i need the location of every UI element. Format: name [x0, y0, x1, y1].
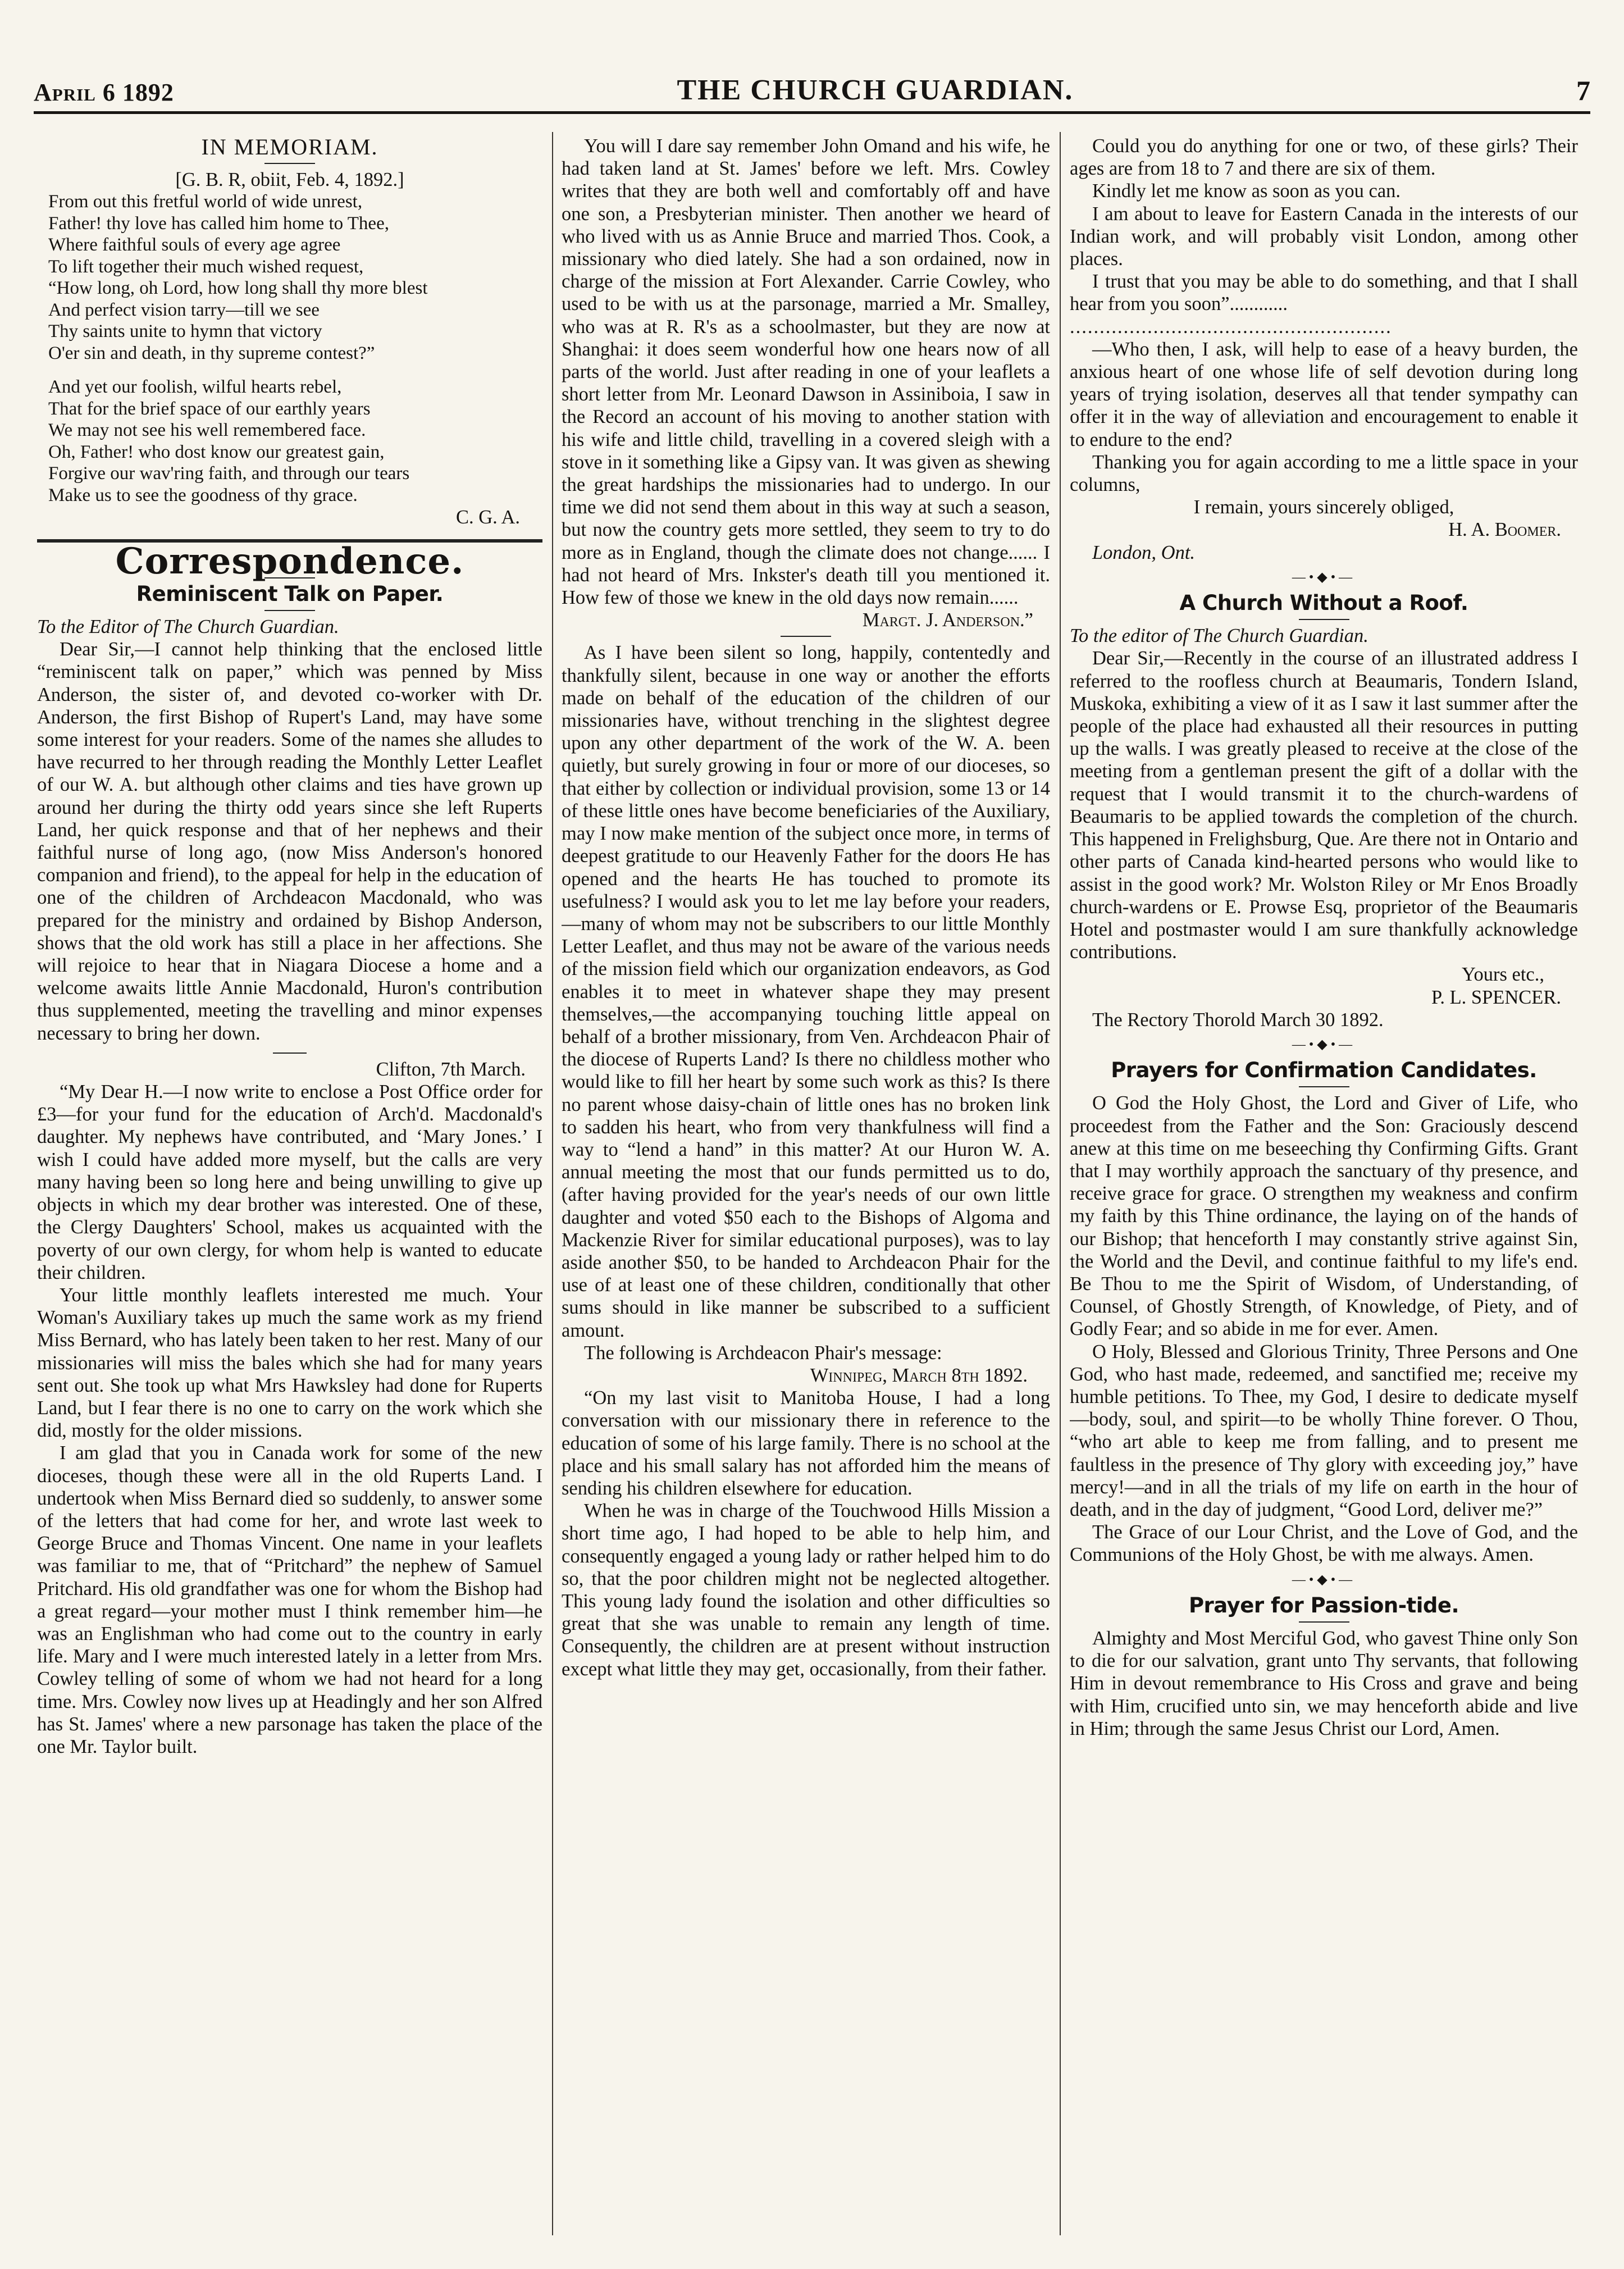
- poem-stanza-1: [48, 191, 542, 364]
- column-1: [37, 135, 542, 2235]
- divider: [264, 610, 315, 611]
- divider: [781, 636, 831, 637]
- masthead: [34, 67, 1590, 114]
- paragraph: Dear Sir,—I cannot help thinking that the enclosed little “reminiscent talk on paper,” which was penned by Miss Anderson, the sister of, and devoted co-worker with Dr. Anderson, the first Bishop of Rupert's Land, may have some some interest for your readers. Some of the names she alludes to have recurred to her through reading the Monthly Letter Leaflet of our W. A. but although other claims and ties have grown up around her during the thirty odd years since she left Ruperts Land, her quick response and that of her nephews and their faithful nurse of long ago, (now Miss Anderson's honored companion and friend), to the appeal for help in the education of one of the children of Archdeacon Macdonald, who was prepared for the ministry and ordained by Bishop Anderson, shows that the old work has still a place in her affections. She will rejoice to hear that in Niagara Diocese a home and a welcome awaits little Annie Macdonald, Huron's contribution thus supplemented, meeting the travelling and minor expenses necessary to bring her down.: [37, 639, 542, 1044]
- ornament-divider: —•◆•—: [1292, 1572, 1356, 1587]
- paragraph: Dear Sir,—Recently in the course of an illustrated address I referred to the roofless church at Beaumaris, Tondern Island, Muskoka, exhibiting a view of it as I saw it last summer after the people of the place had exhausted all their resources in putting up the walls. I was greatly pleased to receive at the close of the meeting from a gentleman present the gift of a dollar with the request that I would transmit it to the church-wardens of Beaumaris to be applied towards the completion of the church. This happened in Frelighsburg, Que. Are there not in Ontario and other parts of Canada kind-hearted persons who would like to assist in the good work? Mr. Wolston Riley or Mr Enos Broadly church-wardens or E. Prowse Esq, proprietor of the Beaumaris Hotel and postmaster would I am sure thankfully acknowledge contributions.: [1070, 648, 1578, 963]
- poem-line: Father! thy love has called him home to Thee,: [48, 213, 389, 234]
- paragraph: As I have been silent so long, happily, contentedly and thankfully silent, because in one way or another the efforts made on behalf of the education of the children of our missionaries have, without trenching in the slightest degree upon any other department of the work of the W. A. been quietly, but surely growing in four or more of our dioceses, so that either by collection or individual provision, some 13 or 14 of these little ones have become beneficiaries of the Auxiliary, may I now make mention of the subject once more, in terms of deepest gratitude to our Heavenly Father for the doors He has opened and the hearts He has touched to promote its usefulness? I would ask you to let me lay before your readers,—many of whom may not be subscribers to our little Monthly Letter Leaflet, and thus may not be aware of the various needs of the mission field which our organization endeavors, as God enables it to meet in whatever shape they may present themselves,—the accompanying touching little appeal on behalf of a brother missionary, from Ven. Archdeacon Phair of the diocese of Ruperts Land? Is there no childless mother who would like to fill her heart by some such work as this? Is there no parent whose daisy-chain of little ones has no broken link to sadden his heart, who from very thankfulness will find a way to “lend a hand” in this matter? At our Huron W. A. annual meeting the most that our funds permitted us to do, (after having provided for the year's needs of our own little daughter and voted $50 each to the Bishops of Algoma and Mackenzie River for similar educational purposes), was to lay aside another $50, to be handed to Archdeacon Phair for the use of at least one of these children, conditionally that other sums should in like manner be subscribed to a sufficient amount.: [562, 642, 1050, 1341]
- poem-stanza-2: [48, 376, 542, 506]
- column-rule: [552, 132, 553, 2235]
- signature: H. A. Boomer.: [1448, 519, 1561, 541]
- article-title: Prayers for Confirmation Candidates.: [1111, 1058, 1537, 1083]
- paragraph: The following is Archdeacon Phair's message:: [584, 1342, 942, 1364]
- memoriam-dedication: [G. B. R, obiit, Feb. 4, 1892.]: [175, 169, 404, 191]
- column-2: [562, 135, 1050, 2235]
- paragraph: O Holy, Blessed and Glorious Trinity, Three Persons and One God, who hast made, redeemed, and sanctified me; receive my humble petitions. To Thee, my God, I desire to dedicate myself—body, soul, and spirit—to be wholly Thine forever. O Thou, “who art able to keep me from falling, and to present me faultless in the presence of Thy glory with exceeding joy,” have mercy!—and in all the trials of my life on earth in the hour of death, and in the day of judgment, “Good Lord, deliver me?”: [1070, 1341, 1578, 1520]
- poem-line: From out this fretful world of wide unrest,: [48, 192, 363, 212]
- signature: P. L. SPENCER.: [1431, 986, 1561, 1008]
- closing: I remain, yours sincerely obliged,: [1193, 496, 1454, 518]
- paragraph: I am glad that you in Canada work for some of the new dioceses, though these were all in the old Ruperts Land. I undertook when Miss Bernard died so suddenly, to answer some of the letters that had come for her, and wrote last week to George Bruce and Thomas Vincent. One name in your leaflets was familiar to me, that of “Pritchard” the nephew of Samuel Pritchard. His old grandfather was one for whom the Bishop had a great regard—your mother must I think remember him—he was an Englishman who had come out to the country in early life. Mary and I were much interested lately in a letter from Mrs. Cowley telling of some of whom we had not heard for a long time. Mrs. Cowley now lives up at Headingly and her son Alfred has St. James' where a new parsonage has taken the place of the one Mr. Taylor built.: [37, 1442, 542, 1757]
- place-date: Winnipeg, March 8th 1892.: [810, 1364, 1028, 1386]
- poem-line: And perfect vision tarry—till we see: [48, 299, 320, 320]
- paragraph: Your little monthly leaflets interested me much. Your Woman's Auxiliary takes up much the same work as my friend Miss Bernard, who has lately been taken to her rest. Many of our missionaries will miss the bales which she had for many years sent out. She took up what Mrs Hawksley had done for Ruperts Land, but I fear there is no one to carry on the work which she did, mostly for the older missions.: [37, 1284, 542, 1442]
- poem-line: Make us to see the goodness of thy grace.: [48, 485, 358, 505]
- page-number: 7: [1576, 75, 1590, 106]
- memoriam-title: IN MEMORIAM.: [201, 135, 378, 160]
- signature: Margt. J. Anderson.”: [862, 609, 1033, 631]
- closing: Yours etc.,: [1462, 964, 1544, 986]
- poem-line: And yet our foolish, wilful hearts rebel,: [48, 377, 342, 398]
- paper-title: THE CHURCH GUARDIAN.: [677, 74, 1074, 106]
- paragraph: When he was in charge of the Touchwood Hills Mission a short time ago, I had hoped to be able to help him, and consequently engaged a young lady or rather helped him to do so, that the poor children might not be neglected altogether. This young lady found the isolation and other difficulties so great that she was unable to remain any length of time. Consequently, the children are at present without instruction except what little they may get, occasionally, from their father.: [562, 1500, 1050, 1680]
- poem-line: “How long, oh Lord, how long shall thy more blest: [48, 278, 428, 299]
- paragraph: You will I dare say remember John Omand and his wife, he had taken land at St. James' before we left. Mrs. Cowley writes that they are both well and comfortably off and have one son, a Presbyterian minister. Then another we heard of who lived with us as Annie Bruce and married Thos. Cook, a missionary who died lately. She had a son ordained, now in charge of the mission at Fort Alexander. Carrie Cowley, who used to be with us at the parsonage, married a Mr. Smalley, who was at R. R's as a schoolmaster, but they are now at Shanghai: it does seem wonderful how one hears now of all parts of the world. Just after reading in one of your leaflets a short letter from Mr. Leonard Dawson in Assiniboia, I saw in the Record an account of his moving to another station with his wife and little child, travelling in a covered sleigh with a stove in it something like a Gipsy van. It was given as shewing the great hardships the missionaries had to undergo. In our time we did not send them about in this way at such a season, but now the country gets more settled, they seem to try to do more as in England, though the climate does not change...... I had not heard of Mrs. Inkster's death till you mentioned it. How few of those we knew in the old days now remain......: [562, 135, 1050, 609]
- article-title: A Church Without a Roof.: [1179, 591, 1468, 616]
- paragraph: —Who then, I ask, will help to ease of a heavy burden, the anxious heart of one whose life of self devotion during long years of trying isolation, deserves all that tender sympathy can offer it in the way of alleviation and encouragement to enable it to endure to the end?: [1070, 338, 1578, 450]
- poem-line: To lift together their much wished request,: [48, 256, 364, 277]
- paragraph: Almighty and Most Merciful God, who gavest Thine only Son to die for our salvation, grant unto Thy servants, that following Him in devout remembrance to His Cross and grave and being with Him, crucified unto sin, we may henceforth abide and live in Him; through the same Jesus Christ our Lord, Amen.: [1070, 1628, 1578, 1739]
- poem-line: Oh, Father! who dost know our greatest gain,: [48, 441, 385, 462]
- article-title: Prayer for Passion-tide.: [1188, 1593, 1459, 1618]
- paragraph: I trust that you may be able to do something, and that I shall hear from you soon”............: [1070, 271, 1578, 315]
- correspondence-heading: Correspondence.: [115, 540, 464, 582]
- paragraph: “On my last visit to Manitoba House, I had a long conversation with our missionary there in reference to the education of some of his large family. There is no school at the place and his small salary has not afforded him the means of sending his children elsewhere for education.: [562, 1387, 1050, 1499]
- issue-date: April 6 1892: [34, 79, 174, 106]
- poem-line: Thy saints unite to hymn that victory: [48, 321, 322, 342]
- poem-initials: C. G. A.: [455, 507, 520, 528]
- paragraph: O God the Holy Ghost, the Lord and Giver of Life, who proceedest from the Father and the Son: Graciously descend anew at this time on me beseeching thy Confirming Gifts. Grant that I may worthily approach the sanctuary of thy presence, and receive grace for grace. O strengthen my weakness and confirm my faith by this Thine ordinance, the laying on of the hands of our Bishop; that henceforth I may constantly strive against Sin, the World and the Devil, and continue faithful to my life's end. Be Thou to me the Spirit of Wisdom, of Understanding, of Counsel, of Ghostly Strength, of Knowledge, of Piety, and of Godly Fear; and so abide in me for ever. Amen.: [1070, 1092, 1578, 1340]
- paragraph: Could you do anything for one or two, of these girls? Their ages are from 18 to 7 and there are six of them.: [1070, 135, 1578, 180]
- column-rule: [1060, 132, 1061, 2235]
- divider: [264, 163, 315, 164]
- article-title: Reminiscent Talk on Paper.: [136, 581, 444, 606]
- dotted-line: ......................................................: [1070, 316, 1392, 338]
- place-date: Clifton, 7th March.: [376, 1058, 526, 1080]
- place-date: The Rectory Thorold March 30 1892.: [1092, 1009, 1384, 1031]
- divider: [273, 1053, 307, 1054]
- ornament-divider: —•◆•—: [1292, 1037, 1356, 1052]
- poem-line: We may not see his well remembered face.: [48, 420, 366, 441]
- paragraph: The Grace of our Lour Christ, and the Love of God, and the Communions of the Holy Ghost, be with me always. Amen.: [1070, 1521, 1578, 1566]
- divider: [1299, 619, 1349, 620]
- ornament-divider: —•◆•—: [1292, 569, 1356, 585]
- paragraph: Kindly let me know as soon as you can.: [1092, 180, 1401, 202]
- poem-line: Where faithful souls of every age agree: [48, 235, 341, 256]
- column-3: [1070, 135, 1578, 2235]
- paragraph: “My Dear H.—I now write to enclose a Post Office order for £3—for your fund for the education of Arch'd. Macdonald's daughter. My nephews have contributed, and ‘Mary Jones.’ I wish I could have added more myself, but the calls are very many having been so long here and being unwilling to give up objects in which my dear brother was interested. One of these, the Clergy Daughters' School, makes us acquainted with the poverty of our own clergy, for whom help is wanted to educate their children.: [37, 1081, 542, 1283]
- poem-line: Forgive our wav'ring faith, and through our tears: [48, 463, 410, 484]
- paragraph: I am about to leave for Eastern Canada in the interests of our Indian work, and will probably visit London, among other places.: [1070, 203, 1578, 270]
- poem-line: O'er sin and death, in thy supreme contest?”: [48, 343, 375, 363]
- salutation: To the Editor of The Church Guardian.: [37, 616, 339, 638]
- salutation: To the editor of The Church Guardian.: [1070, 625, 1368, 647]
- paragraph: Thanking you for again according to me a little space in your columns,: [1070, 451, 1578, 496]
- poem-line: That for the brief space of our earthly years: [48, 398, 371, 419]
- divider: [1299, 1086, 1349, 1087]
- place: London, Ont.: [1092, 541, 1196, 563]
- divider: [1299, 1621, 1349, 1623]
